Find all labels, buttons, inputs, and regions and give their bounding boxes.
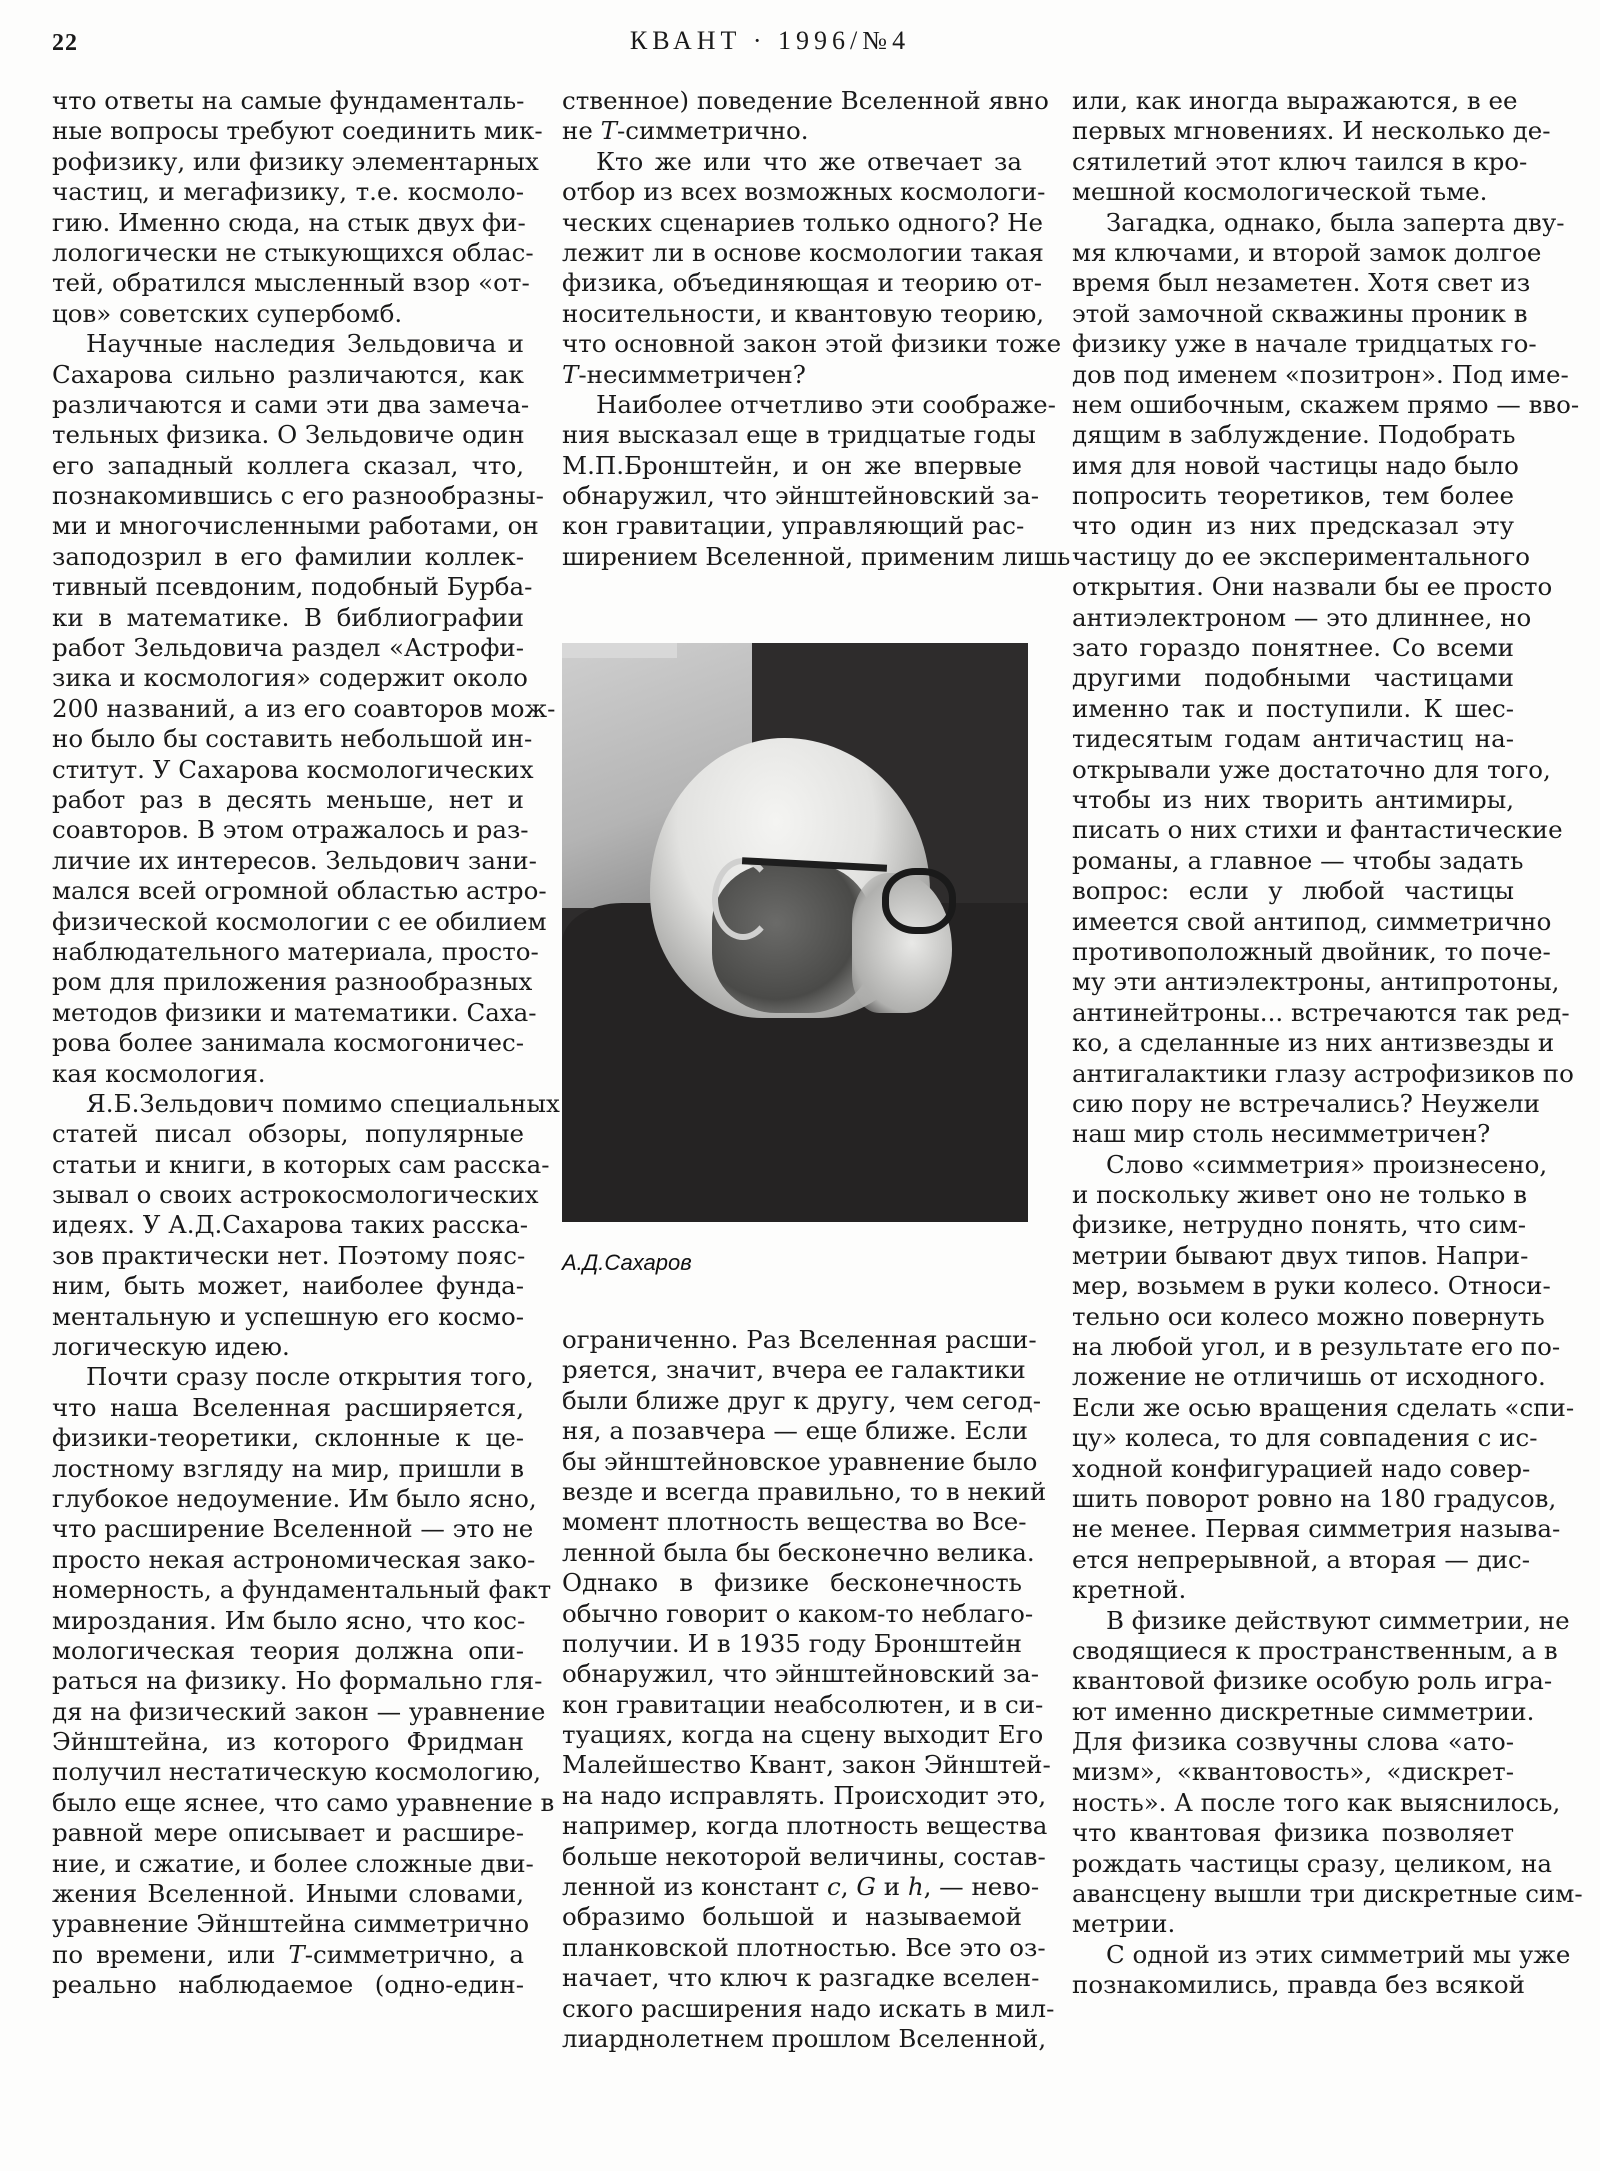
text-line: просто некая астрономическая зако- [52,1544,536,1574]
glasses-icon [882,868,956,934]
text-line: момент плотность вещества во Все- [562,1507,1027,1537]
text-line: мер, возьмем в руки колесо. Относи- [1072,1271,1551,1301]
text-line: образимо большой и называемой [562,1902,1022,1932]
page-number: 22 [52,30,78,56]
text-line: зывал о своих астрокосмологических [52,1180,539,1210]
text-line: Для физика созвучны слова «ато- [1072,1727,1514,1757]
text-line: были ближе друг к другу, чем сегод- [562,1385,1042,1415]
text-line: физика, объединяющая и теорию от- [562,268,1043,298]
text-line: мался всей огромной областью астро- [52,876,547,906]
text-line: туациях, когда на сцену выходит Его [562,1720,1044,1750]
text-line: что ответы на самые фундаменталь- [52,86,525,115]
text-line: кая космология. [52,1058,266,1088]
text-line: дя на физический закон — уравнение [52,1696,546,1726]
text-line: имя для новой частицы надо было [1072,450,1519,480]
text-line: больше некоторой величины, состав- [562,1841,1046,1871]
text-line: уравнение Эйнштейна симметрично [52,1909,530,1939]
text-line: не T-симметрично. [562,116,809,146]
text-line: ним, быть может, наиболее фунда- [52,1271,524,1301]
text-line: познакомившись с его разнообразны- [52,481,544,511]
text-line: или, как иногда выражаются, в ее [1072,86,1518,115]
text-line: везде и всегда правильно, то в некий [562,1476,1047,1506]
math-variable: T [562,359,579,389]
photo-background-highlight [562,643,677,658]
text-line: сию пору не встречались? Неужели [1072,1088,1540,1118]
text-line: Однако в физике бесконечность [562,1568,1022,1598]
text-line: противоположный двойник, то поче- [1072,936,1551,966]
portrait-photo [562,643,1028,1222]
text-line: чтобы из них творить антимиры, [1072,784,1514,814]
text-line: 200 названий, а из его соавторов мож- [52,693,556,723]
text-line: лиарднолетнем прошлом Вселенной, [562,2023,1047,2053]
text-line: ложение не отличишь от исходного. [1072,1362,1546,1392]
text-line: но было бы составить небольшой ин- [52,724,533,754]
text-line: ют именно дискретные симметрии. [1072,1696,1535,1726]
text-line: например, когда плотность вещества [562,1811,1048,1841]
text-line: антинейтроны... встречаются так ред- [1072,997,1570,1027]
text-line: Почти сразу после открытия того, [86,1362,534,1392]
text-line: тельных физика. О Зельдовиче один [52,420,525,450]
text-line: ходной конфигурацией надо совер- [1072,1453,1531,1483]
text-line: Если же осью вращения сделать «спи- [1072,1392,1575,1422]
text-line: Научные наследия Зельдовича и [86,329,524,359]
text-line: номерность, а фундаментальный факт [52,1575,552,1605]
text-line: попросить теоретиков, тем более [1072,481,1514,511]
text-line: Эйнштейна, из которого Фридман [52,1727,524,1757]
text-line: вопрос: если у любой частицы [1072,876,1514,906]
running-header: КВАНТ · 1996/№4 [629,26,911,55]
text-line: соавторов. В этом отражалось и раз- [52,815,529,845]
text-line: кон гравитации неабсолютен, и в си- [562,1689,1044,1719]
text-line: рождать частицы сразу, целиком, на [1072,1848,1552,1878]
text-line: не менее. Первая симметрия называ- [1072,1514,1561,1544]
text-line: получил нестатическую космологию, [52,1757,541,1787]
text-line: квантовой физике особую роль игра- [1072,1666,1553,1696]
text-line: мизм», «квантовость», «дискрет- [1072,1757,1514,1787]
text-line: что наша Вселенная расширяется, [52,1392,524,1422]
text-line: ширением Вселенной, применим лишь [562,541,1071,571]
text-line: кон гравитации, управляющий рас- [562,511,1025,541]
text-line: познакомились, правда без всякой [1072,1970,1526,2000]
text-line: мироздания. Им было ясно, что кос- [52,1605,526,1635]
text-line: цу» колеса, то для совпадения с ис- [1072,1423,1538,1453]
text-line: рофизику, или физику элементарных [52,146,539,176]
text-line: гию. Именно сюда, на стык двух фи- [52,207,526,237]
text-line: писать о них стихи и фантастические [1072,815,1563,845]
text-line: носительности, и квантовую теорию, [562,298,1045,328]
text-line: В физике действуют симметрии, не [1106,1605,1570,1635]
text-line: физической космологии с ее обилием [52,906,547,936]
text-line: логическую идею. [52,1332,290,1362]
text-line: его западный коллега сказал, что, [52,450,524,480]
text-line: было еще яснее, что само уравнение в [52,1787,555,1817]
text-line: мологическая теория должна опи- [52,1635,524,1665]
text-line: ского расширения надо искать в мил- [562,1993,1055,2023]
text-line: что расширение Вселенной — это не [52,1514,534,1544]
text-line: что основной закон этой физики тоже [562,329,1062,359]
text-line: равной мере описывает и расшире- [52,1818,524,1848]
text-line: обнаружил, что эйнштейновский за- [562,481,1039,511]
text-line: тидесятым годам античастиц на- [1072,724,1514,754]
text-line: Я.Б.Зельдович помимо специальных [86,1088,560,1118]
text-line: метрии бывают двух типов. Напри- [1072,1240,1529,1270]
text-line: именно так и поступили. К шес- [1072,693,1514,723]
text-line: сятилетий этот ключ таился в кро- [1072,146,1528,176]
text-line: ния высказал еще в тридцатые годы [562,420,1036,450]
text-line: что один из них предсказал эту [1072,511,1514,541]
text-line: идеях. У А.Д.Сахарова таких расска- [52,1210,529,1240]
text-line: тельно оси колесо можно повернуть [1072,1301,1545,1331]
text-line: статей писал обзоры, популярные [52,1119,524,1149]
text-column-3 [1072,86,1583,2001]
text-line: ня, а позавчера — еще ближе. Если [562,1416,1028,1446]
text-line: этой замочной скважины проник в [1072,298,1528,328]
text-line: Малейшество Квант, закон Эйнштей- [562,1750,1051,1780]
text-line: лостному взгляду на мир, пришли в [52,1453,524,1483]
text-line: по времени, или T-симметрично, а [52,1939,524,1969]
text-line: планковской плотностью. Все это оз- [562,1932,1046,1962]
text-line: кретной. [1072,1575,1187,1605]
text-line: ленной была бы бесконечно велика. [562,1537,1035,1567]
text-line: работ раз в десять меньше, нет и [52,784,524,814]
text-line: ограниченно. Раз Вселенная расши- [562,1325,1037,1354]
text-line: му эти антиэлектроны, антипротоны, [1072,967,1560,997]
text-line: тивный псевдоним, подобный Бурба- [52,572,533,602]
text-line: рова более занимала космогоничес- [52,1028,524,1058]
text-line: имеется свой антипод, симметрично [1072,906,1552,936]
text-line: зика и космология» содержит около [52,663,528,693]
text-line: Наиболее отчетливо эти соображе- [596,389,1056,419]
math-variable: c [827,1872,841,1902]
text-line: ко, а сделанные из них антизвезды и [1072,1028,1555,1058]
text-line: на любой угол, и в результате его по- [1072,1332,1561,1362]
text-line: ется непрерывной, а вторая — дис- [1072,1544,1531,1574]
text-line: ние, и сжатие, и более сложные дви- [52,1848,534,1878]
text-line: С одной из этих симметрий мы уже [1106,1939,1571,1969]
text-line: отбор из всех возможных космологи- [562,177,1046,207]
text-line: первых мгновениях. И несколько де- [1072,116,1551,146]
text-line: ленной из констант c, G и h, — нево- [562,1872,1040,1902]
text-line: открытия. Они назвали бы ее просто [1072,572,1553,602]
text-line: другими подобными частицами [1072,663,1514,693]
text-line: мя ключами, и второй замок долгое [1072,237,1542,267]
math-variable: h [907,1872,924,1902]
text-line: цов» советских супербомб. [52,298,403,328]
text-line: метрии. [1072,1909,1176,1939]
text-line: открывали уже достаточно для того, [1072,754,1551,784]
text-line: глубокое недоумение. Им было ясно, [52,1483,537,1513]
math-variable: T [288,1939,305,1969]
text-line: дов под именем «позитрон». Под име- [1072,359,1569,389]
text-line: сводящиеся к пространственным, а в [1072,1635,1558,1665]
text-line: и поскольку живет оно не только в [1072,1180,1527,1210]
text-line: статьи и книги, в которых сам расска- [52,1149,550,1179]
text-line: реально наблюдаемое (одно-един- [52,1970,524,2000]
text-line: ментальную и успешную его космо- [52,1301,524,1331]
text-line: методов физики и математики. Саха- [52,997,537,1027]
text-line: шить поворот ровно на 180 градусов, [1072,1483,1557,1513]
text-line: физике, нетрудно понять, что сим- [1072,1210,1527,1240]
text-line: ки в математике. В библиографии [52,602,524,632]
text-line: физики-теоретики, склонные к це- [52,1423,524,1453]
text-line: ром для приложения разнообразных [52,967,533,997]
text-line: антигалактики глазу астрофизиков по [1072,1058,1574,1088]
text-line: Загадка, однако, была заперта дву- [1106,207,1565,237]
text-line: личие их интересов. Зельдович зани- [52,845,537,875]
math-variable: G [856,1872,876,1902]
text-line: зато гораздо понятнее. Со всеми [1072,633,1514,663]
text-line: тей, обратился мысленный взор «от- [52,268,530,298]
text-line: лежит ли в основе космологии такая [562,237,1044,267]
text-line: физику уже в начале тридцатых го- [1072,329,1537,359]
text-line: заподозрил в его фамилии коллек- [52,541,524,571]
text-line: время был незаметен. Хотя свет из [1072,268,1531,298]
text-line: наш мир столь несимметричен? [1072,1119,1491,1149]
text-line: начает, что ключ к разгадке вселен- [562,1963,1040,1993]
text-line: частицу до ее экспериментального [1072,541,1530,571]
photo-ear [712,858,774,940]
text-line: ститут. У Сахарова космологических [52,754,534,784]
text-line: ные вопросы требуют соединить мик- [52,116,543,146]
math-variable: T [600,116,617,146]
text-line: Сахарова сильно различаются, как [52,359,524,389]
text-line: Кто же или что же отвечает за [596,146,1022,176]
text-line: Слово «симметрия» произнесено, [1106,1149,1548,1179]
text-line: ственное) поведение Вселенной явно [562,86,1049,115]
photo-caption: А.Д.Сахаров [562,1250,692,1275]
text-line: ность». А после того как выяснилось, [1072,1787,1561,1817]
text-line: ми и многочисленными работами, он [52,511,539,541]
text-line: антиэлектроном — это длиннее, но [1072,602,1532,632]
text-line: обычно говорит о каком-то неблаго- [562,1598,1034,1628]
text-line: дящим в заблуждение. Подобрать [1072,420,1516,450]
text-line: ческих сценариев только одного? Не [562,207,1044,237]
text-line: мешной космологической тьме. [1072,177,1488,207]
text-line: жения Вселенной. Иными словами, [52,1879,524,1909]
text-line: авансцену вышли три дискретные сим- [1072,1879,1583,1909]
text-line: работ Зельдовича раздел «Астрофи- [52,633,524,663]
text-line: наблюдательного материала, просто- [52,936,539,966]
text-line: получии. И в 1935 году Бронштейн [562,1628,1022,1658]
text-column-2-bottom [562,1325,1055,2054]
text-line: лологически не стыкующихся облас- [52,237,534,267]
text-line: что квантовая физика позволяет [1072,1818,1514,1848]
text-column-2-top [562,86,1071,572]
text-line: раться на физику. Но формально гля- [52,1666,543,1696]
text-line: различаются и сами эти два замеча- [52,389,530,419]
text-line: ряется, значит, вчера ее галактики [562,1355,1026,1385]
text-line: бы эйнштейновское уравнение было [562,1446,1038,1476]
text-line: романы, а главное — чтобы задать [1072,845,1524,875]
text-line: зов практически нет. Поэтому пояс- [52,1240,526,1270]
text-line: нем ошибочным, скажем прямо — вво- [1072,389,1580,419]
text-line: на надо исправлять. Происходит это, [562,1780,1047,1810]
text-column-1 [52,86,560,2001]
text-line: частиц, и мегафизику, т.е. космоло- [52,177,524,207]
text-line: обнаружил, что эйнштейновский за- [562,1659,1039,1689]
text-line: М.П.Бронштейн, и он же впервые [562,450,1022,480]
text-line: T-несимметричен? [562,359,806,389]
